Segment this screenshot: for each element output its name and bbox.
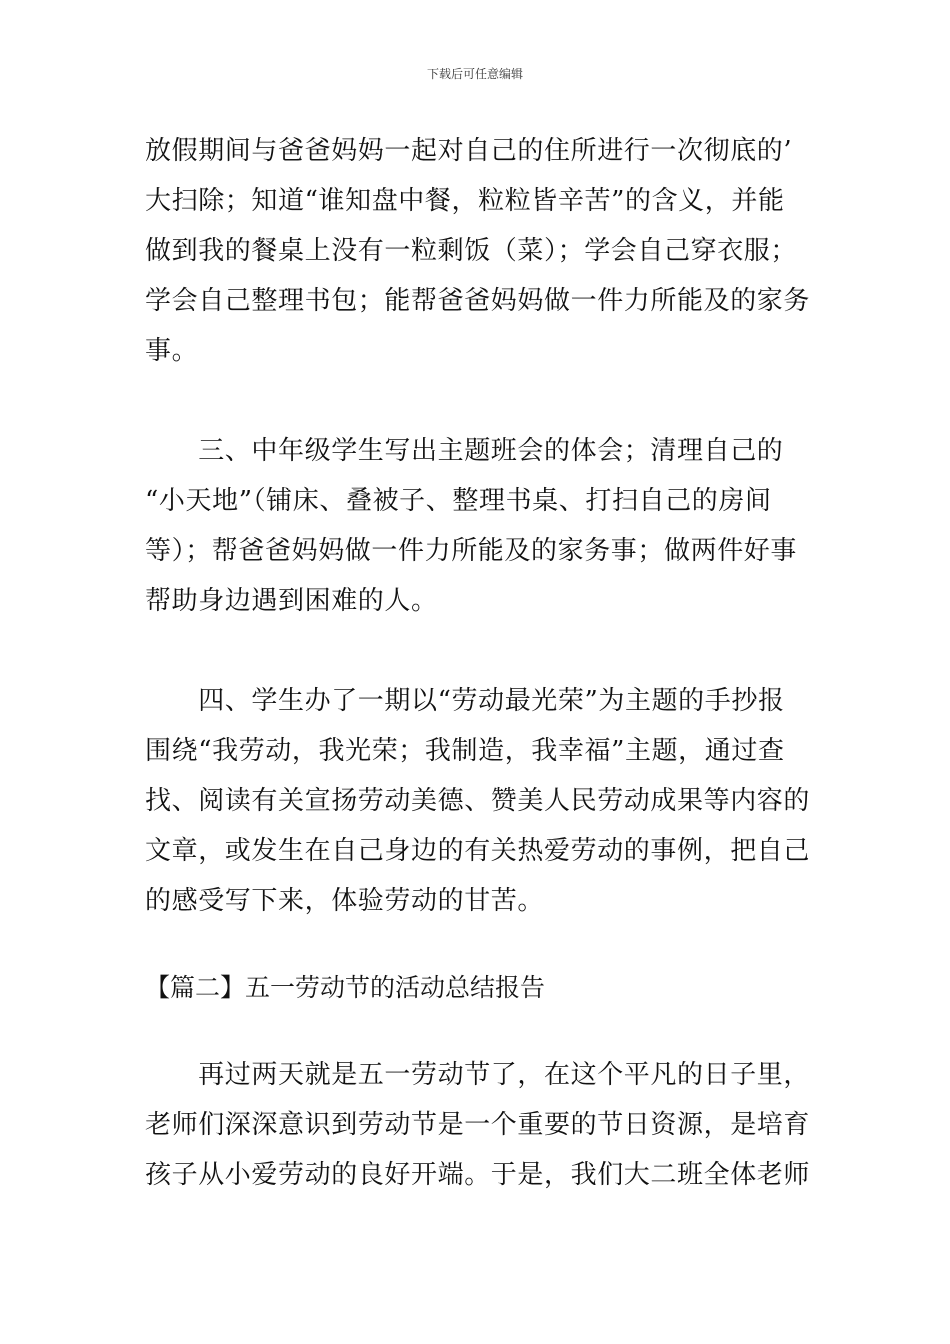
paragraph-line: 孩子从小爱劳动的良好开端。于是，我们大二班全体老师 [145,1160,811,1190]
paragraph-line: 放假期间与爸爸妈妈一起对自己的住所进行一次彻底的’ [145,136,793,166]
paragraph-spacer [145,376,807,426]
paragraph-line: 帮助身边遇到困难的人。 [145,586,438,616]
paragraph-line: 大扫除；知道“谁知盘中餐，粒粒皆辛苦”的含义，并能 [145,186,785,216]
paragraph-spacer [145,926,807,963]
paragraph-line: 事。 [145,336,199,366]
paragraph-line: 找、阅读有关宣扬劳动美德、赞美人民劳动成果等内容的 [145,786,811,816]
section-heading: 【篇二】五一劳动节的活动总结报告 [145,973,546,1002]
paragraph-line: 等）；帮爸爸妈妈做一件力所能及的家务事；做两件好事 [145,536,798,566]
paragraph-line: 三、中年级学生写出主题班会的体会；清理自己的 [145,436,784,466]
paragraph-4 [145,1050,811,1200]
paragraph-spacer [145,1013,807,1050]
paragraph-line: 老师们深深意识到劳动节是一个重要的节日资源，是培育 [145,1110,811,1140]
paragraph-line: 学会自己整理书包；能帮爸爸妈妈做一件力所能及的家务 [145,286,811,316]
paragraph-line: 做到我的餐桌上没有一粒剩饭（菜）；学会自己穿衣服； [145,236,798,266]
paragraph-line: 围绕“我劳动，我光荣；我制造，我幸福”主题，通过查 [145,736,785,766]
paragraph-3 [145,676,811,926]
paragraph-line: 文章，或发生在自己身边的有关热爱劳动的事例，把自己 [145,836,811,866]
paragraph-line: 四、学生办了一期以“劳动最光荣”为主题的手抄报 [145,686,785,716]
paragraph-2 [145,426,807,626]
paragraph-line: 的感受写下来，体验劳动的甘苦。 [145,886,545,916]
page-header: 下载后可任意编辑 [426,67,523,81]
paragraph-spacer [145,626,807,676]
paragraph-line: 再过两天就是五一劳动节了，在这个平凡的日子里， [145,1060,811,1090]
document-body [145,126,811,1200]
paragraph-1 [145,126,811,376]
paragraph-line: “小天地”（铺床、叠被子、整理书桌、打扫自己的房间 [145,486,772,516]
